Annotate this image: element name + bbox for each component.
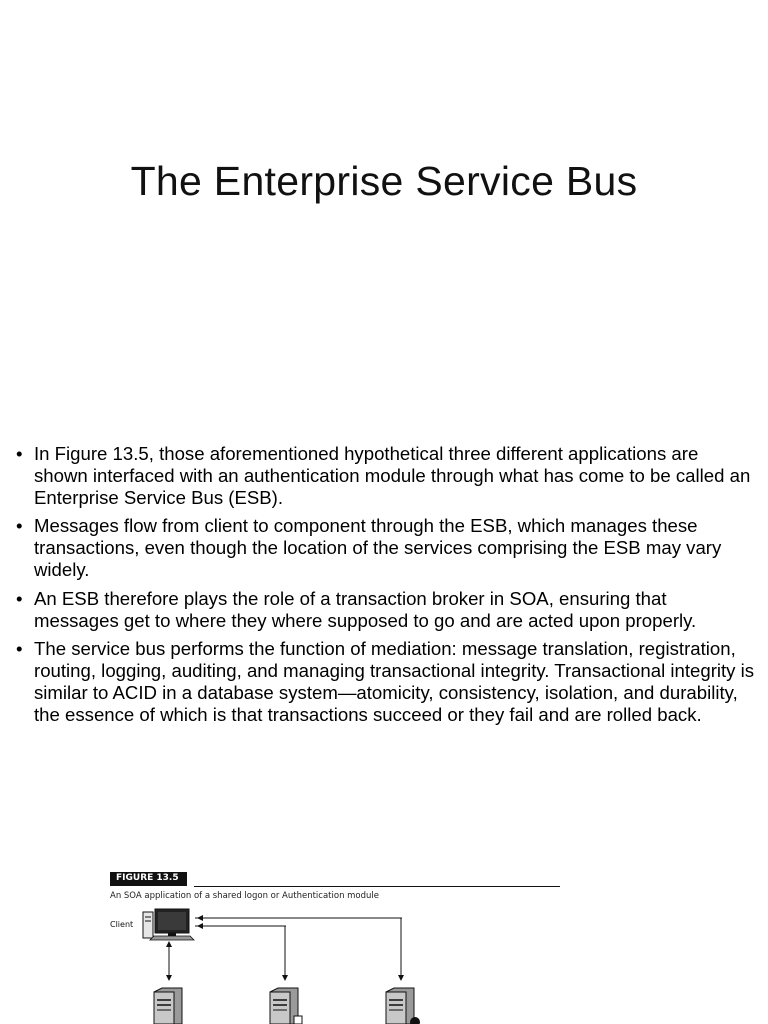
client-computer-icon — [143, 909, 194, 940]
bullet-dot: • — [16, 638, 23, 660]
bullet-item — [14, 638, 756, 725]
bullet-item — [14, 443, 756, 508]
bullet-text: The service bus performs the function of mediation: message translation, registration, routing, logging, auditing, and managing transactional integrity. Transactional integrity is similar to ACID in a database system—atomicity, consistency, isolation, and durability, the essence of which is that transactions succeed or they fail and are rolled back. — [34, 638, 755, 725]
figure-label: FIGURE 13.5 — [110, 872, 187, 886]
bullet-item — [14, 588, 756, 632]
bullet-item — [14, 515, 756, 580]
server-icon — [154, 988, 182, 1024]
bullet-text: Messages flow from client to component through the ESB, which manages these transactions, even though the location of the services comprising the ESB may vary widely. — [34, 515, 722, 580]
bullet-dot: • — [16, 587, 23, 609]
client-label: Client — [110, 920, 134, 929]
server-icon — [270, 988, 302, 1024]
bullet-list — [14, 443, 756, 733]
bullet-text: An ESB therefore plays the role of a transaction broker in SOA, ensuring that messages get to where they where supposed to go and are acted upon properly. — [34, 587, 697, 631]
figure-rule — [194, 886, 560, 887]
connection-lines — [169, 918, 402, 980]
figure-13-5 — [110, 872, 562, 1024]
bullet-text: In Figure 13.5, those aforementioned hypothetical three different applications are shown interfaced with an authentication module through what has come to be called an Enterprise Service Bus (ESB). — [34, 443, 751, 508]
server-icon — [386, 988, 420, 1024]
slide-title: The Enterprise Service Bus — [130, 158, 638, 204]
bullet-dot: • — [16, 515, 23, 537]
figure-caption: An SOA application of a shared logon or Authentication module — [110, 891, 380, 901]
bullet-dot: • — [16, 443, 23, 464]
